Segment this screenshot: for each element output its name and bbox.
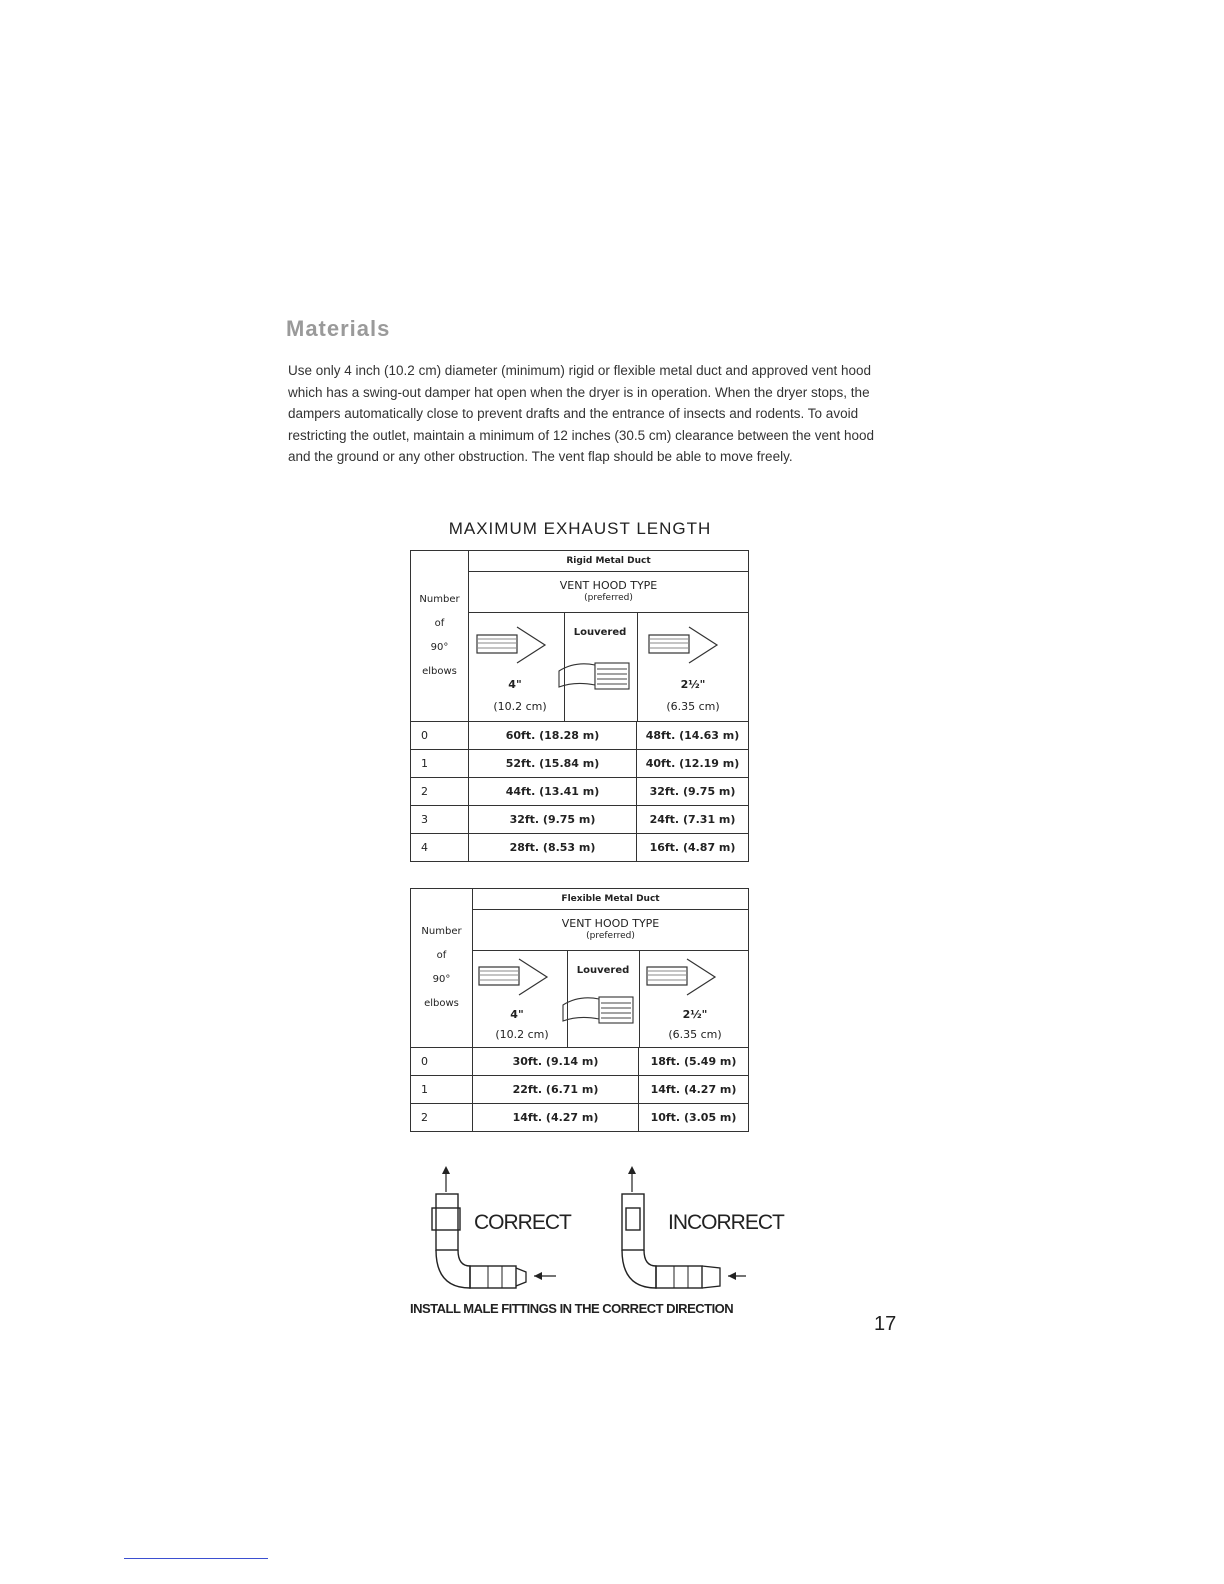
dim-4in-cm: (10.2 cm): [495, 1028, 549, 1041]
dim-2.5in: 2½": [680, 678, 706, 691]
vent-hood-4in-icon: [475, 623, 555, 667]
elbow-count: 3: [411, 806, 469, 834]
table-row: [411, 1104, 749, 1132]
rigid-duct-title: Rigid Metal Duct: [469, 551, 749, 572]
max-length-4in: 32ft. (9.75 m): [469, 806, 637, 834]
vent-hood-2.5in-icon: [647, 623, 727, 667]
max-length-2.5in: 10ft. (3.05 m): [639, 1104, 749, 1132]
max-length-2.5in: 24ft. (7.31 m): [637, 806, 749, 834]
max-length-2.5in: 18ft. (5.49 m): [639, 1048, 749, 1076]
louvered-label: Louvered: [576, 965, 630, 976]
elbow-count: 0: [411, 722, 469, 750]
vent-hood-4in-icon: [477, 955, 557, 999]
incorrect-label: INCORRECT: [668, 1211, 784, 1234]
elbow-count: 0: [411, 1048, 473, 1076]
max-length-2.5in: 32ft. (9.75 m): [637, 778, 749, 806]
dim-4in: 4": [508, 678, 522, 691]
max-length-2.5in: 16ft. (4.87 m): [637, 834, 749, 862]
table-row: [411, 778, 749, 806]
table-row: [411, 1048, 749, 1076]
dim-2.5in-cm: (6.35 cm): [666, 700, 720, 713]
max-length-4in: 14ft. (4.27 m): [473, 1104, 639, 1132]
table-row: [411, 1076, 749, 1104]
max-length-2.5in: 40ft. (12.19 m): [637, 750, 749, 778]
table-row: [411, 722, 749, 750]
max-length-4in: 22ft. (6.71 m): [473, 1076, 639, 1104]
vent-hood-type-header: VENT HOOD TYPE (preferred): [469, 572, 749, 613]
table-row: [411, 806, 749, 834]
vent-hood-diagrams: [469, 613, 749, 722]
max-length-4in: 52ft. (15.84 m): [469, 750, 637, 778]
max-length-4in: 28ft. (8.53 m): [469, 834, 637, 862]
vent-hood-diagrams: [473, 951, 749, 1048]
elbow-count: 2: [411, 1104, 473, 1132]
table-row: [411, 834, 749, 862]
elbow-count: 4: [411, 834, 469, 862]
max-length-2.5in: 48ft. (14.63 m): [637, 722, 749, 750]
louvered-hood-icon: [559, 991, 639, 1031]
elbow-count: 1: [411, 750, 469, 778]
footer-rule: [124, 1558, 268, 1559]
dim-4in: 4": [510, 1008, 524, 1021]
dim-4in-cm: (10.2 cm): [493, 700, 547, 713]
vent-hood-2.5in-icon: [645, 955, 725, 999]
louvered-hood-icon: [555, 657, 635, 697]
vent-hood-type-header: VENT HOOD TYPE (preferred): [473, 910, 749, 951]
max-length-2.5in: 14ft. (4.27 m): [639, 1076, 749, 1104]
elbows-header: Number of 90° elbows: [411, 551, 469, 722]
elbow-count: 2: [411, 778, 469, 806]
page-number: 17: [874, 1313, 897, 1335]
flexible-duct-table: [410, 888, 749, 1132]
max-length-4in: 44ft. (13.41 m): [469, 778, 637, 806]
section-title: Materials: [286, 316, 391, 341]
dim-2.5in: 2½": [682, 1008, 708, 1021]
dim-2.5in-cm: (6.35 cm): [668, 1028, 722, 1041]
max-length-4in: 30ft. (9.14 m): [473, 1048, 639, 1076]
rigid-duct-table: [410, 550, 749, 862]
flexible-duct-title: Flexible Metal Duct: [473, 889, 749, 910]
max-length-4in: 60ft. (18.28 m): [469, 722, 637, 750]
elbows-header: Number of 90° elbows: [411, 889, 473, 1048]
correct-label: CORRECT: [474, 1211, 571, 1234]
table-row: [411, 750, 749, 778]
louvered-label: Louvered: [573, 627, 627, 638]
table-title: MAXIMUM EXHAUST LENGTH: [448, 519, 712, 538]
install-fittings-caption: INSTALL MALE FITTINGS IN THE CORRECT DIRECTION: [410, 1301, 734, 1316]
elbow-count: 1: [411, 1076, 473, 1104]
materials-paragraph: Use only 4 inch (10.2 cm) diameter (minimum) rigid or flexible metal duct and approved vent hood which has a swing-out damper hat open when the dryer is in operation. When the dryer stops, the dampers automatically close to prevent drafts and the entrance of insects and rodents. To avoid restricting the outlet, maintain a minimum of 12 inches (30.5 cm) clearance between the vent hood and the ground or any other obstruction. The vent flap should be able to move freely.: [288, 363, 875, 464]
